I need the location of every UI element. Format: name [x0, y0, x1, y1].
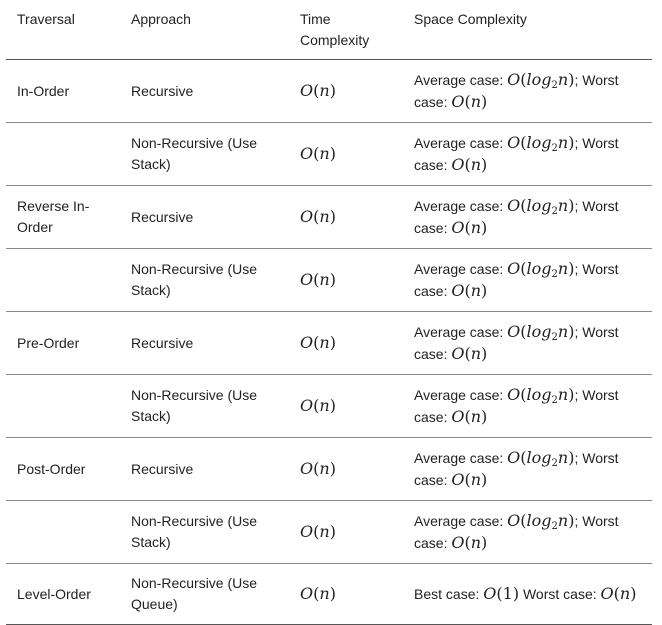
header-approach: Approach [120, 0, 289, 60]
space-complexity-worst-math: O(n) [451, 92, 488, 111]
space-suffix: ; Worst case: [414, 72, 619, 110]
cell-traversal [6, 501, 120, 564]
cell-time-complexity [289, 60, 403, 123]
space-prefix: Average case: [414, 261, 504, 277]
space-prefix: Average case: [414, 324, 504, 340]
space-suffix: Worst case: [519, 586, 597, 602]
header-time-complexity: Time Complexity [289, 0, 403, 60]
cell-approach: Non-Recursive (Use Stack) [120, 375, 289, 438]
space-complexity-math: $O(\log_2n)$ [507, 196, 575, 217]
space-complexity-math: $O(\log_2n)$ [507, 385, 575, 406]
space-complexity-math: $O(\log_2n)$ [507, 259, 575, 280]
space-complexity-math: $O(\log_2n)$ [507, 448, 575, 469]
space-prefix: Average case: [414, 198, 504, 214]
space-complexity-worst-math: O(n) [451, 470, 488, 489]
space-complexity-worst-math: O(n) [451, 407, 488, 426]
cell-space-complexity [403, 375, 652, 438]
time-complexity-math: O(n) [300, 144, 336, 163]
cell-time-complexity [289, 312, 403, 375]
cell-approach: Non-Recursive (Use Stack) [120, 249, 289, 312]
cell-approach: Non-Recursive (Use Stack) [120, 501, 289, 564]
space-prefix: Average case: [414, 513, 504, 529]
cell-space-complexity [403, 60, 652, 123]
cell-time-complexity [289, 186, 403, 249]
space-suffix: ; Worst case: [414, 198, 619, 236]
cell-time-complexity [289, 564, 403, 625]
space-complexity-worst-math: O(n) [451, 533, 488, 552]
space-complexity-math: O(1) [483, 584, 520, 603]
cell-traversal [6, 375, 120, 438]
time-complexity-math: O(n) [300, 207, 336, 226]
cell-space-complexity [403, 312, 652, 375]
time-complexity-math: O(n) [300, 396, 336, 415]
cell-approach: Recursive [120, 186, 289, 249]
cell-approach: Non-Recursive (Use Stack) [120, 123, 289, 186]
table-body [6, 60, 652, 625]
cell-approach: Recursive [120, 312, 289, 375]
cell-space-complexity [403, 564, 652, 625]
space-complexity-math: $O(\log_2n)$ [507, 511, 575, 532]
cell-traversal: Post-Order [6, 438, 120, 501]
table-row [6, 375, 652, 438]
space-suffix: ; Worst case: [414, 387, 619, 425]
table-row [6, 123, 652, 186]
space-complexity-math: $O(\log_2n)$ [507, 133, 575, 154]
cell-time-complexity [289, 249, 403, 312]
space-suffix: ; Worst case: [414, 135, 619, 173]
cell-time-complexity [289, 438, 403, 501]
space-complexity-worst-math: O(n) [451, 344, 488, 363]
table-row [6, 564, 652, 625]
cell-space-complexity [403, 249, 652, 312]
space-prefix: Average case: [414, 387, 504, 403]
cell-space-complexity [403, 186, 652, 249]
space-prefix: Average case: [414, 450, 504, 466]
cell-approach: Recursive [120, 438, 289, 501]
space-suffix: ; Worst case: [414, 261, 619, 299]
cell-traversal [6, 249, 120, 312]
space-suffix: ; Worst case: [414, 513, 619, 551]
time-complexity-math: O(n) [300, 522, 336, 541]
header-traversal: Traversal [6, 0, 120, 60]
space-suffix: ; Worst case: [414, 324, 619, 362]
cell-traversal: In-Order [6, 60, 120, 123]
table-header-row [6, 0, 652, 60]
space-complexity-worst-math: O(n) [451, 281, 488, 300]
time-complexity-math: O(n) [300, 81, 336, 100]
cell-time-complexity [289, 123, 403, 186]
table-row [6, 60, 652, 123]
complexity-table [6, 0, 652, 625]
cell-traversal: Pre-Order [6, 312, 120, 375]
cell-space-complexity [403, 501, 652, 564]
space-complexity-worst-math: O(n) [451, 155, 488, 174]
time-complexity-math: O(n) [300, 333, 336, 352]
table-row [6, 312, 652, 375]
space-complexity-worst-math: O(n) [451, 218, 488, 237]
space-complexity-worst-math: O(n) [600, 584, 637, 603]
cell-time-complexity [289, 375, 403, 438]
cell-approach: Recursive [120, 60, 289, 123]
cell-approach: Non-Recursive (Use Queue) [120, 564, 289, 625]
table-row [6, 186, 652, 249]
table-row [6, 249, 652, 312]
cell-traversal: Level-Order [6, 564, 120, 625]
space-complexity-math: $O(\log_2n)$ [507, 322, 575, 343]
time-complexity-math: O(n) [300, 459, 336, 478]
space-prefix: Best case: [414, 586, 480, 602]
cell-space-complexity [403, 438, 652, 501]
time-complexity-math: O(n) [300, 584, 336, 603]
cell-traversal: Reverse In-Order [6, 186, 120, 249]
space-prefix: Average case: [414, 72, 504, 88]
table-row [6, 501, 652, 564]
table-row [6, 438, 652, 501]
space-suffix: ; Worst case: [414, 450, 619, 488]
header-space-complexity: Space Complexity [403, 0, 652, 60]
cell-space-complexity [403, 123, 652, 186]
space-prefix: Average case: [414, 135, 504, 151]
time-complexity-math: O(n) [300, 270, 336, 289]
cell-time-complexity [289, 501, 403, 564]
cell-traversal [6, 123, 120, 186]
space-complexity-math: $O(\log_2n)$ [507, 70, 575, 91]
